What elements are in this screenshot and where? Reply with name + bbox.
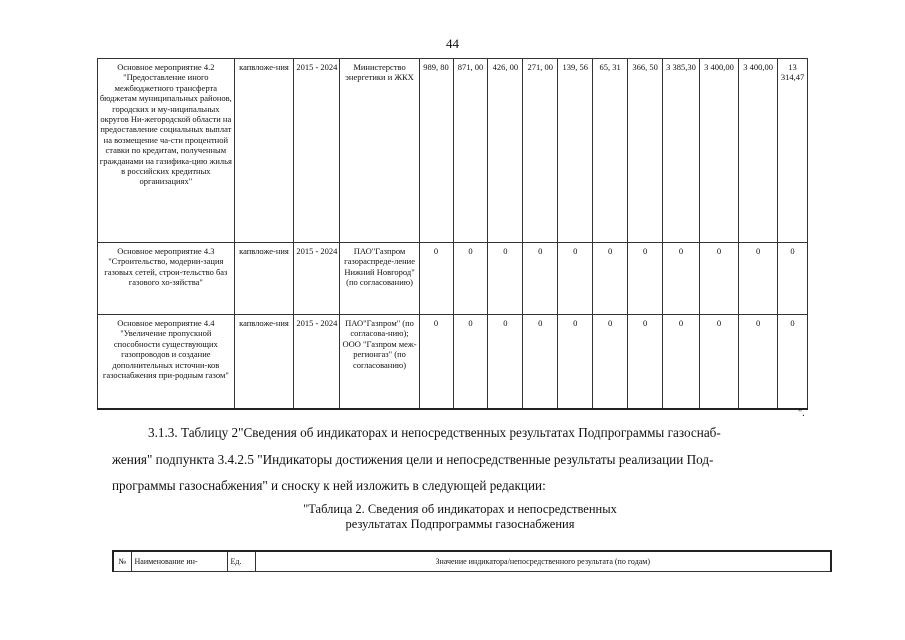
measure-name-cell: Основное мероприятие 4.4 "Увеличение пропускной способности существующих газопроводов и создание дополнительных источни-ков газоснабжения при-родным газом" [98, 315, 235, 409]
measure-name-cell: Основное мероприятие 4.3 "Строительство, модерни-зация газовых сетей, строи-тельство баз газового хо-зяйства" [98, 243, 235, 315]
value-cell: 426, 00 [488, 59, 523, 243]
value-cell: 271, 00 [523, 59, 558, 243]
paragraph-line: 3.1.3. Таблицу 2"Сведения об индикаторах и непосредственных результатах Подпрограммы газоснаб- [148, 425, 721, 440]
value-cell: 139, 56 [558, 59, 593, 243]
table2-title [200, 502, 720, 531]
table2-title-line: "Таблица 2. Сведения об индикаторах и непосредственных [303, 502, 617, 516]
value-cell: 3 400,00 [739, 59, 778, 243]
measure-name-cell: Основное мероприятие 4.2 "Предоставление иного межбюджетного трансферта бюджетам муниципальных районов, городских и му-ниципальных округов Ни-жегородской области на предоставление социальных выплат на возмещение ча-сти процентной ставки по кредитам, полученным гражданами на газифика-цию жилья в российских кредитных организациях" [98, 59, 235, 243]
table-row [98, 243, 808, 315]
value-cell: 0 [523, 243, 558, 315]
period-cell: 2015 - 2024 [294, 59, 340, 243]
value-cell: 3 400,00 [700, 59, 739, 243]
value-cell: 0 [453, 315, 488, 409]
value-cell: 0 [558, 243, 593, 315]
header-values: Значение индикатора/непосредственного результата (по годам) [255, 551, 831, 572]
table-row [98, 59, 808, 243]
value-cell: 0 [419, 243, 453, 315]
value-cell: 0 [778, 243, 808, 315]
value-cell: 0 [523, 315, 558, 409]
table-row [98, 315, 808, 409]
quote-end: ". [798, 408, 805, 419]
value-cell: 0 [453, 243, 488, 315]
value-cell: 0 [419, 315, 453, 409]
value-cell: 3 385,30 [663, 59, 700, 243]
value-cell: 871, 00 [453, 59, 488, 243]
funding-type-cell: капвложе-ния [234, 59, 294, 243]
value-cell: 0 [628, 315, 663, 409]
value-cell: 0 [558, 315, 593, 409]
period-cell: 2015 - 2024 [294, 243, 340, 315]
value-cell: 0 [488, 243, 523, 315]
value-cell: 65, 31 [593, 59, 628, 243]
header-unit: Ед. [227, 551, 255, 572]
funding-type-cell: капвложе-ния [234, 315, 294, 409]
value-cell: 989, 80 [419, 59, 453, 243]
paragraph-line: жения" подпункта 3.4.2.5 "Индикаторы достижения цели и непосредственные результаты реализации Под- [112, 451, 714, 467]
executor-cell: Министерство энергетики и ЖКХ [340, 59, 419, 243]
amendment-paragraph [112, 420, 798, 500]
indicators-table-header [112, 550, 832, 572]
header-name: Наименование ин- [131, 551, 227, 572]
value-cell: 366, 50 [628, 59, 663, 243]
value-cell: 0 [700, 315, 739, 409]
value-cell: 0 [778, 315, 808, 409]
header-num: № [113, 551, 131, 572]
page-number: 44 [446, 36, 459, 51]
paragraph-line: программы газоснабжения" и сноску к ней изложить в следующей редакции: [112, 478, 546, 493]
executor-cell: ПАО"Газпром" (по согласова-нию); ООО "Газпром меж-регионгаз" (по согласованию) [340, 315, 419, 409]
value-cell: 0 [700, 243, 739, 315]
funding-type-cell: капвложе-ния [234, 243, 294, 315]
value-cell: 0 [739, 315, 778, 409]
measures-table [97, 58, 808, 410]
value-cell: 0 [739, 243, 778, 315]
table2-title-line: результатах Подпрограммы газоснабжения [345, 516, 575, 531]
value-cell: 0 [663, 243, 700, 315]
value-cell: 13 314,47 [778, 59, 808, 243]
value-cell: 0 [663, 315, 700, 409]
value-cell: 0 [593, 243, 628, 315]
value-cell: 0 [593, 315, 628, 409]
executor-cell: ПАО"Газпром газораспреде-ление Нижний Новгород" (по согласованию) [340, 243, 419, 315]
period-cell: 2015 - 2024 [294, 315, 340, 409]
value-cell: 0 [628, 243, 663, 315]
value-cell: 0 [488, 315, 523, 409]
